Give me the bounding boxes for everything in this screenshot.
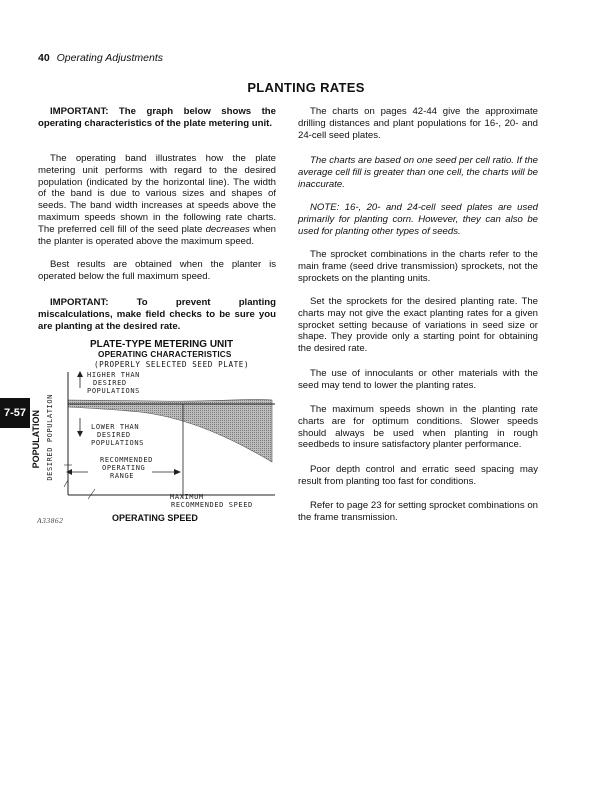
right-paragraph-4 <box>298 249 538 284</box>
para1-italic: decreases <box>205 223 250 235</box>
recommended-line-1: RECOMMENDED <box>100 456 153 464</box>
right-paragraph-2 <box>298 155 538 190</box>
higher-line-1: HIGHER THAN <box>87 371 140 379</box>
maximum-label <box>170 493 204 501</box>
graph-subtitle: OPERATING CHARACTERISTICS <box>98 350 232 359</box>
lower-line-2: DESIRED <box>97 431 131 439</box>
right-paragraph-5 <box>298 296 538 355</box>
important-text-2: IMPORTANT: To prevent planting miscalculations, make field checks to be sure you are planting at the desired rate. <box>38 297 276 332</box>
figure-id: A33862 <box>37 516 64 525</box>
higher-line-3: POPULATIONS <box>87 387 140 395</box>
page-title: PLANTING RATES <box>247 80 365 95</box>
para1-end: when the planter is operated above the maximum speed. <box>38 223 276 247</box>
recommended-range-label <box>100 456 153 480</box>
para2-text: Best results are obtained when the planter is operated below the full maximum speed. <box>38 259 276 282</box>
page-number: 40 <box>38 52 50 64</box>
important-text-1: IMPORTANT: The graph below shows the operating characteristics of the plate metering unit. <box>38 106 276 129</box>
maximum-line-1: MAXIMUM <box>170 493 204 501</box>
right-p6: The use of innoculants or other materials with the seed may tend to lower the planting rates. <box>298 368 538 391</box>
side-tab: 7-57 <box>0 398 30 428</box>
right-p4: The sprocket combinations in the charts refer to the main frame (seed drive transmission) sprockets, not the sprockets on the planting units. <box>298 249 538 284</box>
higher-label <box>87 371 140 395</box>
higher-line-2: DESIRED <box>93 379 127 387</box>
lower-label <box>91 423 144 447</box>
max-speed-label: RECOMMENDED SPEED <box>171 501 253 509</box>
right-p2: The charts are based on one seed per cell ratio. If the average cell fill is greater than one cell, the charts will be inaccurate. <box>298 155 538 190</box>
desired-population-label: DESIRED POPULATION <box>46 394 54 481</box>
right-paragraph-9 <box>298 500 538 524</box>
x-axis-label: OPERATING SPEED <box>112 513 198 523</box>
right-p3: NOTE: 16-, 20- and 24-cell seed plates are used primarily for planting corn. However, they can also be used for planting other types of seeds. <box>298 202 538 237</box>
right-p1: The charts on pages 42-44 give the approximate drilling distances and plant populations for 16-, 20- and 24-cell seed plates. <box>298 106 538 141</box>
lower-line-3: POPULATIONS <box>91 439 144 447</box>
graph-note: (PROPERLY SELECTED SEED PLATE) <box>94 360 250 369</box>
right-paragraph-7 <box>298 404 538 451</box>
right-p9: Refer to page 23 for setting sprocket combinations on the frame transmission. <box>298 500 538 523</box>
right-paragraph-3 <box>298 202 538 237</box>
right-paragraph-1 <box>298 106 538 141</box>
right-p8: Poor depth control and erratic seed spacing may result from planting too fast for conditions. <box>298 464 538 487</box>
section-title: Operating Adjustments <box>56 52 164 64</box>
y-axis-label: POPULATION <box>31 410 41 469</box>
right-paragraph-6 <box>298 368 538 392</box>
right-paragraph-8 <box>298 464 538 488</box>
graph-title: PLATE-TYPE METERING UNIT <box>90 339 234 350</box>
lower-line-1: LOWER THAN <box>91 423 140 431</box>
right-p7: The maximum speeds shown in the planting rate charts are for optimum conditions. Slower speeds should always be used when planting in rough seedbeds to insure satisfactory planter performance. <box>298 404 538 451</box>
recommended-line-3: RANGE <box>110 472 135 480</box>
para1-text: The operating band illustrates how the plate metering unit performs with regard to the desired population (indicated by the horizontal line). The width of the band is due to various sizes and shapes of seeds. The band width increases at speeds above the maximum speeds shown in the following rate charts. The preferred cell fill of the seed plate <box>38 153 276 235</box>
recommended-line-2: OPERATING <box>102 464 146 472</box>
right-p5: Set the sprockets for the desired planting rate. The charts may not give the exact planting rates for a given sprocket setting because of variations in seed size or shape. They provide only a starting point for obtaining the desired rate. <box>298 296 538 355</box>
